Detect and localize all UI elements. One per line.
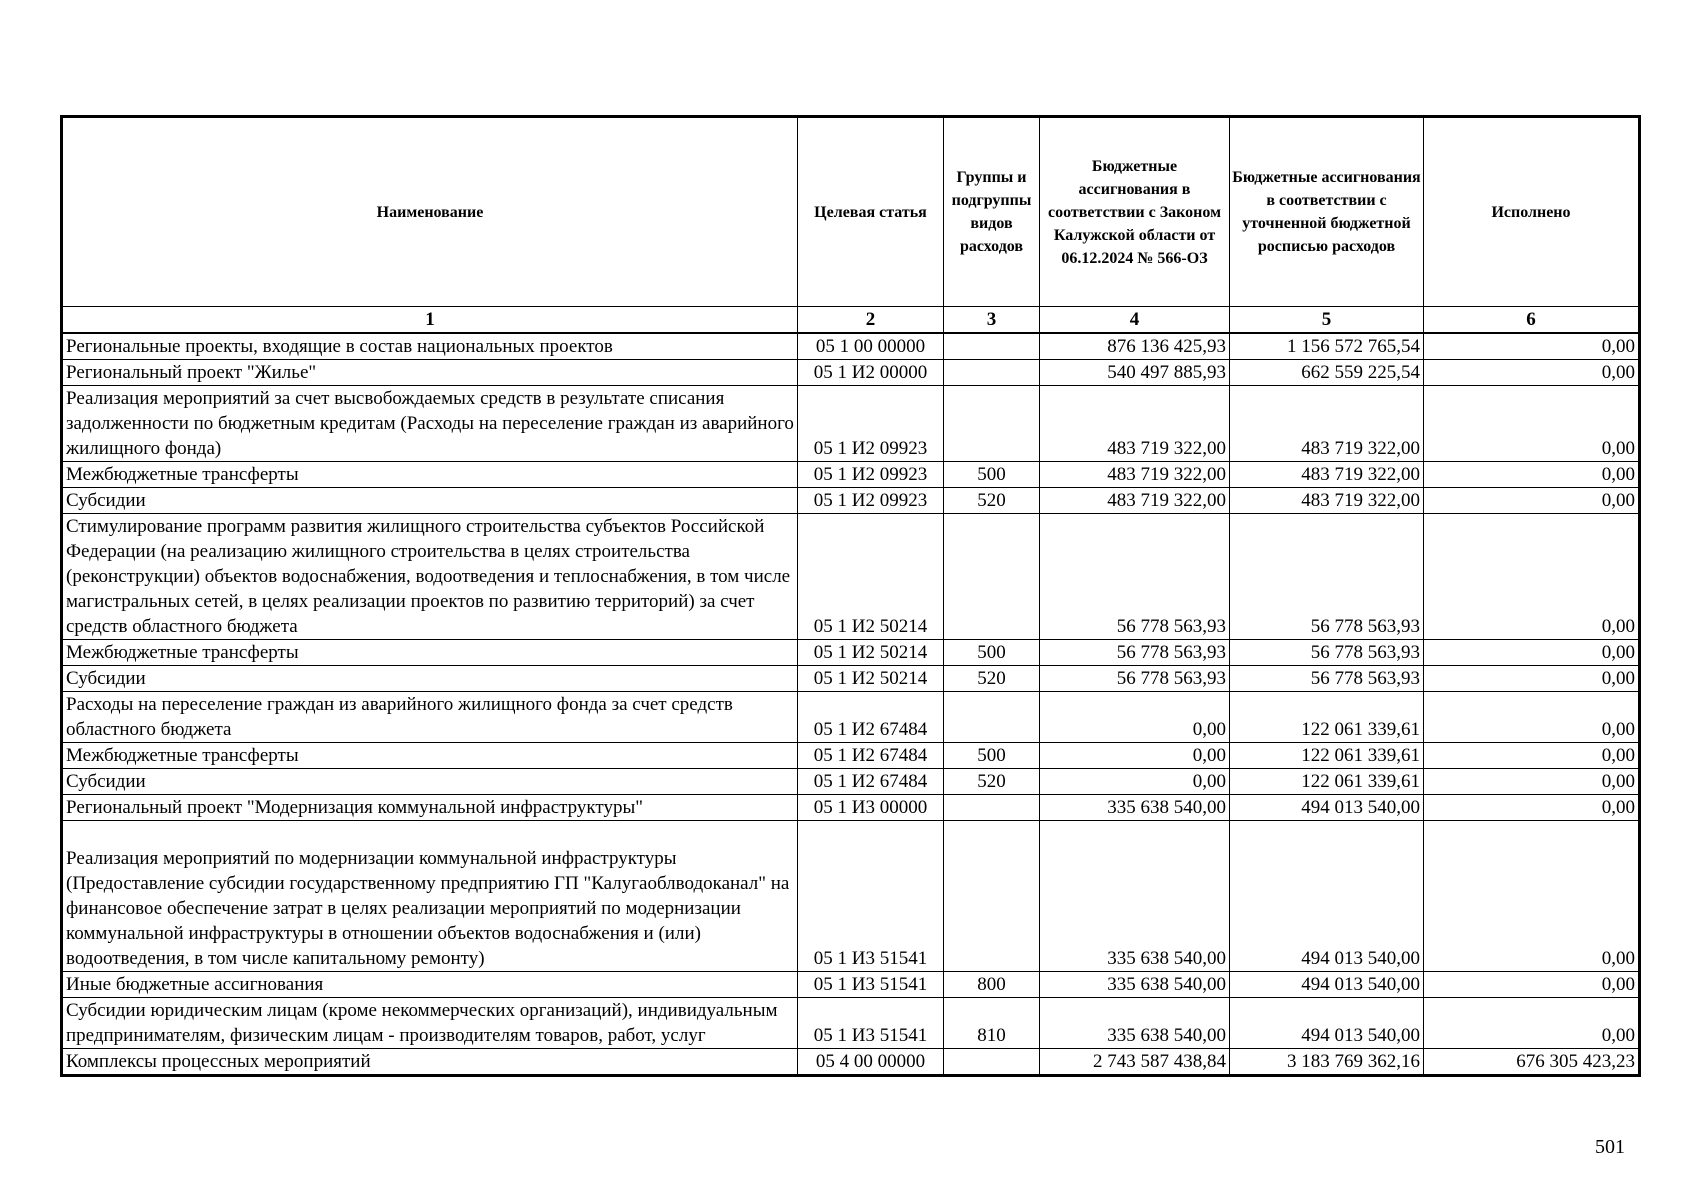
row-target-article: 05 1 И3 51541 <box>798 972 944 998</box>
row-expense-group: 500 <box>944 640 1040 666</box>
row-expense-group <box>944 360 1040 386</box>
column-number-row <box>62 307 1640 334</box>
row-law-amount: 335 638 540,00 <box>1040 972 1230 998</box>
row-expense-group: 500 <box>944 462 1040 488</box>
header-row <box>62 117 1640 307</box>
row-refined-amount: 1 156 572 765,54 <box>1230 333 1424 360</box>
table-row <box>62 386 1640 462</box>
table-row <box>62 1049 1640 1076</box>
row-target-article: 05 1 И2 67484 <box>798 769 944 795</box>
row-refined-amount: 483 719 322,00 <box>1230 462 1424 488</box>
row-executed-amount: 0,00 <box>1424 972 1640 998</box>
table-row <box>62 769 1640 795</box>
row-executed-amount: 0,00 <box>1424 514 1640 640</box>
row-executed-amount: 0,00 <box>1424 360 1640 386</box>
row-executed-amount: 0,00 <box>1424 386 1640 462</box>
row-name: Межбюджетные трансферты <box>62 640 798 666</box>
row-executed-amount: 0,00 <box>1424 333 1640 360</box>
table-row <box>62 360 1640 386</box>
row-expense-group: 810 <box>944 998 1040 1049</box>
row-name: Субсидии юридическим лицам (кроме некоммерческих организаций), индивидуальным предпринимателям, физическим лицам - производителям товаров, работ, услуг <box>62 998 798 1049</box>
row-law-amount: 540 497 885,93 <box>1040 360 1230 386</box>
row-target-article: 05 1 И2 09923 <box>798 488 944 514</box>
row-law-amount: 335 638 540,00 <box>1040 821 1230 972</box>
row-law-amount: 56 778 563,93 <box>1040 666 1230 692</box>
row-target-article: 05 1 И2 50214 <box>798 666 944 692</box>
row-refined-amount: 494 013 540,00 <box>1230 998 1424 1049</box>
row-name: Региональные проекты, входящие в состав национальных проектов <box>62 333 798 360</box>
row-executed-amount: 0,00 <box>1424 692 1640 743</box>
row-expense-group: 800 <box>944 972 1040 998</box>
row-name: Региональный проект "Модернизация коммунальной инфраструктуры" <box>62 795 798 821</box>
column-number: 6 <box>1424 307 1640 334</box>
table-row <box>62 743 1640 769</box>
header-expense-groups: Группы и подгруппы видов расходов <box>944 117 1040 307</box>
row-expense-group: 520 <box>944 666 1040 692</box>
row-executed-amount: 0,00 <box>1424 488 1640 514</box>
row-name: Субсидии <box>62 488 798 514</box>
budget-sheet <box>60 115 1638 1077</box>
row-expense-group <box>944 386 1040 462</box>
row-executed-amount: 0,00 <box>1424 743 1640 769</box>
row-executed-amount: 0,00 <box>1424 795 1640 821</box>
column-number: 4 <box>1040 307 1230 334</box>
column-number: 5 <box>1230 307 1424 334</box>
row-expense-group <box>944 333 1040 360</box>
row-name: Региональный проект "Жилье" <box>62 360 798 386</box>
row-target-article: 05 1 И2 67484 <box>798 743 944 769</box>
row-refined-amount: 494 013 540,00 <box>1230 972 1424 998</box>
table-row <box>62 666 1640 692</box>
row-refined-amount: 56 778 563,93 <box>1230 666 1424 692</box>
row-expense-group: 520 <box>944 488 1040 514</box>
row-name: Иные бюджетные ассигнования <box>62 972 798 998</box>
row-target-article: 05 1 И2 00000 <box>798 360 944 386</box>
row-refined-amount: 122 061 339,61 <box>1230 769 1424 795</box>
row-target-article: 05 1 И2 50214 <box>798 514 944 640</box>
row-name: Межбюджетные трансферты <box>62 743 798 769</box>
row-law-amount: 0,00 <box>1040 769 1230 795</box>
row-target-article: 05 1 И2 09923 <box>798 386 944 462</box>
row-refined-amount: 494 013 540,00 <box>1230 795 1424 821</box>
row-executed-amount: 0,00 <box>1424 998 1640 1049</box>
header-target-article: Целевая статья <box>798 117 944 307</box>
row-executed-amount: 0,00 <box>1424 666 1640 692</box>
row-law-amount: 2 743 587 438,84 <box>1040 1049 1230 1076</box>
header-law-allocations: Бюджетные ассигнования в соответствии с Законом Калужской области от 06.12.2024 № 566-ОЗ <box>1040 117 1230 307</box>
row-expense-group <box>944 795 1040 821</box>
row-target-article: 05 1 И2 67484 <box>798 692 944 743</box>
row-law-amount: 483 719 322,00 <box>1040 488 1230 514</box>
row-expense-group <box>944 1049 1040 1076</box>
row-refined-amount: 56 778 563,93 <box>1230 514 1424 640</box>
table-row <box>62 821 1640 972</box>
row-expense-group <box>944 821 1040 972</box>
row-target-article: 05 1 И3 00000 <box>798 795 944 821</box>
row-executed-amount: 0,00 <box>1424 821 1640 972</box>
row-name: Стимулирование программ развития жилищного строительства субъектов Российской Федерации (на реализацию жилищного строительства в целях строительства (реконструкции) объектов водоснабжения, водоотведения и теплоснабжения, в том числе магистральных сетей, в целях реализации проектов по развитию территорий) за счет средств областного бюджета <box>62 514 798 640</box>
column-number: 2 <box>798 307 944 334</box>
row-executed-amount: 0,00 <box>1424 769 1640 795</box>
table-row <box>62 640 1640 666</box>
table-row <box>62 333 1640 360</box>
row-refined-amount: 494 013 540,00 <box>1230 821 1424 972</box>
table-row <box>62 795 1640 821</box>
page-number: 501 <box>1595 1136 1625 1158</box>
row-target-article: 05 4 00 00000 <box>798 1049 944 1076</box>
row-target-article: 05 1 И2 09923 <box>798 462 944 488</box>
row-name: Расходы на переселение граждан из аварийного жилищного фонда за счет средств областного бюджета <box>62 692 798 743</box>
row-name: Реализация мероприятий за счет высвобождаемых средств в результате списания задолженности по бюджетным кредитам (Расходы на переселение граждан из аварийного жилищного фонда) <box>62 386 798 462</box>
column-number: 1 <box>62 307 798 334</box>
row-target-article: 05 1 И3 51541 <box>798 998 944 1049</box>
row-law-amount: 876 136 425,93 <box>1040 333 1230 360</box>
row-name: Комплексы процессных мероприятий <box>62 1049 798 1076</box>
row-refined-amount: 483 719 322,00 <box>1230 488 1424 514</box>
row-law-amount: 0,00 <box>1040 692 1230 743</box>
column-number: 3 <box>944 307 1040 334</box>
row-executed-amount: 676 305 423,23 <box>1424 1049 1640 1076</box>
row-law-amount: 56 778 563,93 <box>1040 514 1230 640</box>
row-refined-amount: 56 778 563,93 <box>1230 640 1424 666</box>
row-law-amount: 483 719 322,00 <box>1040 386 1230 462</box>
row-law-amount: 335 638 540,00 <box>1040 998 1230 1049</box>
row-law-amount: 0,00 <box>1040 743 1230 769</box>
row-expense-group: 500 <box>944 743 1040 769</box>
row-expense-group <box>944 692 1040 743</box>
row-name: Межбюджетные трансферты <box>62 462 798 488</box>
row-target-article: 05 1 И2 50214 <box>798 640 944 666</box>
table-row <box>62 462 1640 488</box>
table-row <box>62 488 1640 514</box>
row-name: Субсидии <box>62 769 798 795</box>
row-name: Реализация мероприятий по модернизации коммунальной инфраструктуры (Предоставление субсидии государственному предприятию ГП "Калугаоблводоканал" на финансовое обеспечение затрат в целях реализации мероприятий по модернизации коммунальной инфраструктуры в отношении объектов водоснабжения и (или) водоотведения, в том числе капитальному ремонту) <box>62 821 798 972</box>
row-refined-amount: 122 061 339,61 <box>1230 692 1424 743</box>
budget-table <box>60 115 1641 1077</box>
row-executed-amount: 0,00 <box>1424 462 1640 488</box>
row-target-article: 05 1 И3 51541 <box>798 821 944 972</box>
row-law-amount: 335 638 540,00 <box>1040 795 1230 821</box>
row-refined-amount: 483 719 322,00 <box>1230 386 1424 462</box>
row-law-amount: 56 778 563,93 <box>1040 640 1230 666</box>
table-row <box>62 514 1640 640</box>
header-executed: Исполнено <box>1424 117 1640 307</box>
header-name: Наименование <box>62 117 798 307</box>
row-expense-group: 520 <box>944 769 1040 795</box>
row-refined-amount: 122 061 339,61 <box>1230 743 1424 769</box>
row-target-article: 05 1 00 00000 <box>798 333 944 360</box>
row-expense-group <box>944 514 1040 640</box>
header-refined-allocations: Бюджетные ассигнования в соответствии с уточненной бюджетной росписью расходов <box>1230 117 1424 307</box>
row-refined-amount: 3 183 769 362,16 <box>1230 1049 1424 1076</box>
table-row <box>62 972 1640 998</box>
row-executed-amount: 0,00 <box>1424 640 1640 666</box>
row-name: Субсидии <box>62 666 798 692</box>
row-refined-amount: 662 559 225,54 <box>1230 360 1424 386</box>
table-row <box>62 692 1640 743</box>
row-law-amount: 483 719 322,00 <box>1040 462 1230 488</box>
table-row <box>62 998 1640 1049</box>
